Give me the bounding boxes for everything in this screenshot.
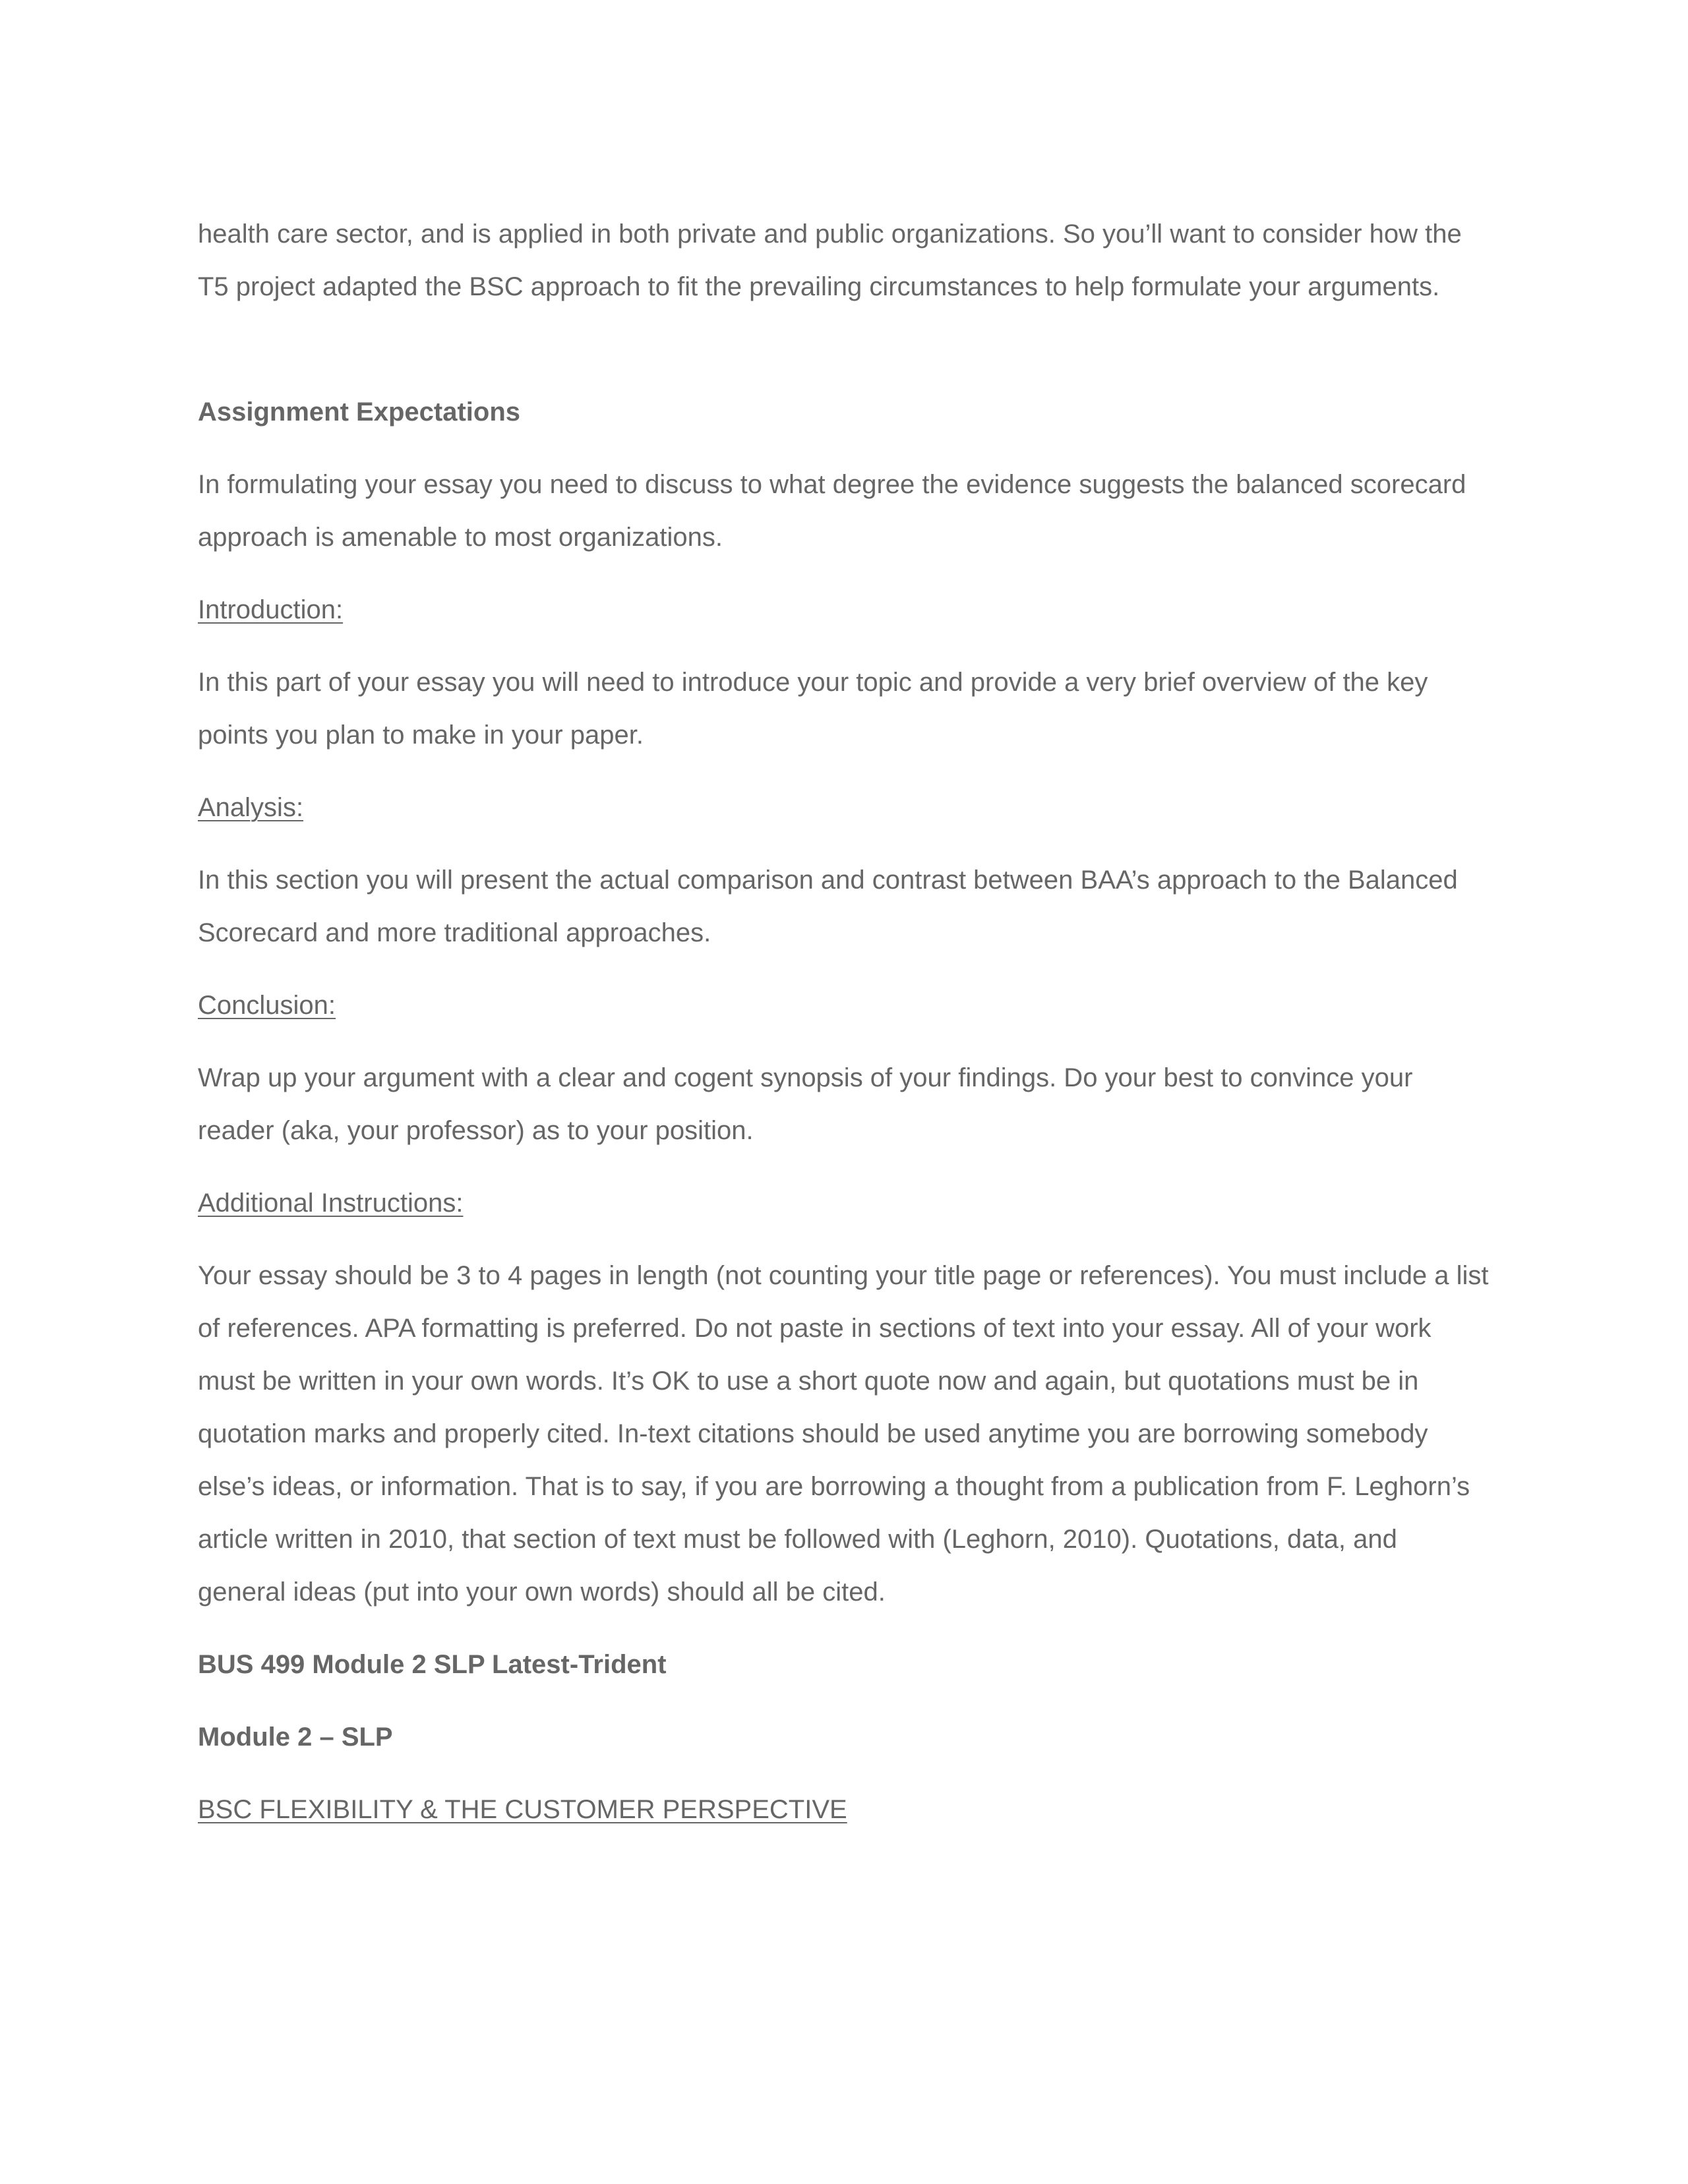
introduction-paragraph: In this part of your essay you will need to introduce your topic and provide a very brief overview of the key points you plan to make in your paper. [198,668,1428,750]
assignment-expectations-heading: Assignment Expectations [198,398,521,427]
additional-instructions-heading: Additional Instructions: [198,1189,464,1218]
module2-slp-heading: Module 2 – SLP [198,1723,393,1752]
introduction-heading: Introduction: [198,595,344,624]
expectations-paragraph: In formulating your essay you need to discuss to what degree the evidence suggests the balanced scorecard approach is amenable to most organizations. [198,470,1466,552]
conclusion-paragraph: Wrap up your argument with a clear and cogent synopsis of your findings. Do your best to convince your reader (aka, your professor) as to your position. [198,1063,1413,1145]
analysis-heading: Analysis: [198,793,304,822]
additional-instructions-paragraph: Your essay should be 3 to 4 pages in length (not counting your title page or references). You must include a list of references. APA formatting is preferred. Do not paste in sections of text into your essay. All of your work must be written in your own words. It’s OK to use a short quote now and again, but quotations must be in quotation marks and properly cited. In-text citations should be used anytime you are borrowing somebody else’s ideas, or information. That is to say, if you are borrowing a thought from a publication from F. Leghorn’s article written in 2010, that section of text must be followed with (Leghorn, 2010). Quotations, data, and general ideas (put into your own words) should all be cited. [198,1261,1489,1607]
intro-continuation-paragraph: health care sector, and is applied in both private and public organizations. So you’ll want to consider how the T5 project adapted the BSC approach to fit the prevailing circumstances to help formulate your arguments. [198,220,1462,301]
analysis-paragraph: In this section you will present the actual comparison and contrast between BAA’s approach to the Balanced Scorecard and more traditional approaches. [198,866,1458,947]
bus499-heading: BUS 499 Module 2 SLP Latest-Trident [198,1650,667,1679]
bsc-flexibility-heading: BSC FLEXIBILITY & THE CUSTOMER PERSPECTIVE [198,1795,847,1824]
conclusion-heading: Conclusion: [198,991,336,1020]
